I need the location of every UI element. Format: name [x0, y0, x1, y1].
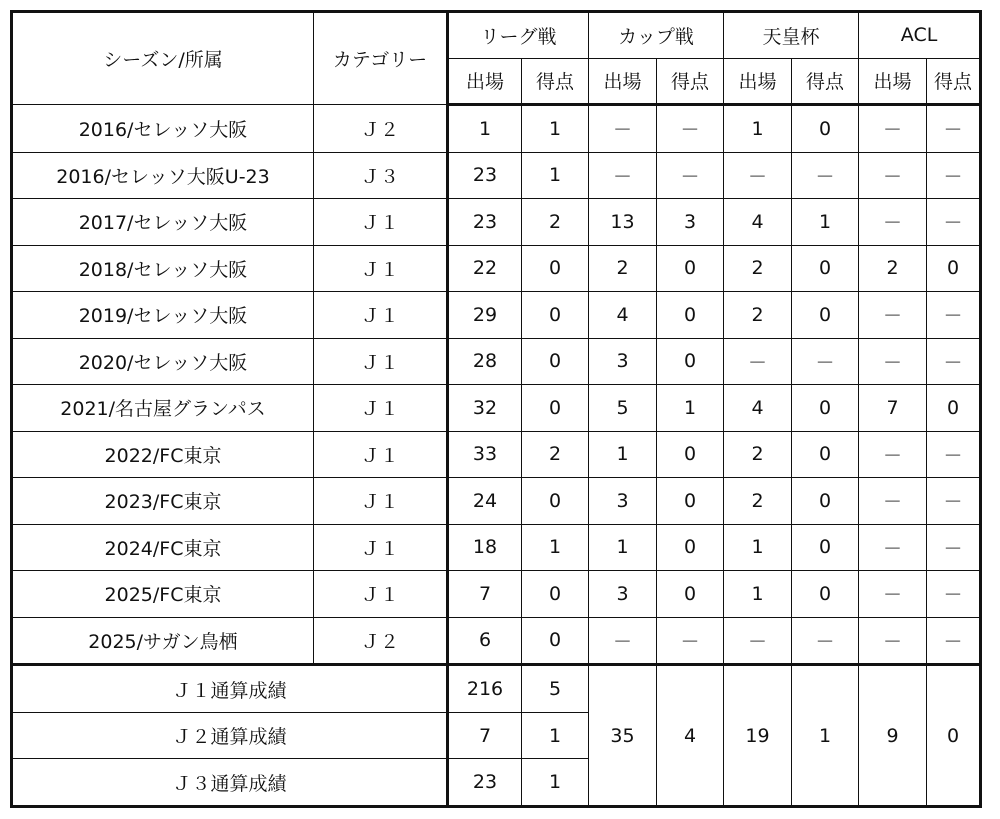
stat-cell: 0 — [657, 292, 724, 339]
stat-cell: 0 — [927, 245, 981, 292]
totals-merged-cell: 19 — [724, 665, 792, 807]
category-cell: Ｊ１ — [314, 199, 448, 246]
totals-row — [12, 665, 981, 713]
season-cell: 2017/セレッソ大阪 — [12, 199, 314, 246]
stat-cell: 13 — [589, 199, 657, 246]
totals-merged-cell: 35 — [589, 665, 657, 807]
stat-cell: － — [589, 617, 657, 665]
stat-cell: 23 — [448, 199, 522, 246]
season-cell: 2023/FC東京 — [12, 478, 314, 525]
stat-cell: － — [859, 524, 927, 571]
table-row — [12, 245, 981, 292]
stat-cell: 0 — [792, 385, 859, 432]
season-cell: 2022/FC東京 — [12, 431, 314, 478]
stat-cell: 0 — [522, 292, 589, 339]
stat-cell: 4 — [589, 292, 657, 339]
stat-cell: 1 — [522, 524, 589, 571]
stat-cell: 1 — [448, 105, 522, 153]
stat-cell: 24 — [448, 478, 522, 525]
header-season: シーズン/所属 — [12, 12, 314, 105]
stat-cell: － — [927, 152, 981, 199]
stat-cell: － — [657, 105, 724, 153]
stat-cell: 4 — [724, 385, 792, 432]
stat-cell: 5 — [589, 385, 657, 432]
stat-cell: 0 — [792, 292, 859, 339]
category-cell: Ｊ１ — [314, 385, 448, 432]
stat-cell: 0 — [522, 385, 589, 432]
table-row — [12, 199, 981, 246]
header-acl: ACL — [859, 12, 981, 59]
stat-cell: 0 — [792, 571, 859, 618]
stat-cell: － — [657, 152, 724, 199]
season-cell: 2018/セレッソ大阪 — [12, 245, 314, 292]
stat-cell: 1 — [724, 105, 792, 153]
season-cell: 2025/FC東京 — [12, 571, 314, 618]
stat-cell: － — [927, 571, 981, 618]
stat-cell: 3 — [589, 338, 657, 385]
totals-apps: 23 — [448, 759, 522, 807]
category-cell: Ｊ１ — [314, 292, 448, 339]
stat-cell: － — [724, 617, 792, 665]
stat-cell: 0 — [792, 478, 859, 525]
stat-cell: 2 — [589, 245, 657, 292]
stat-cell: 1 — [792, 199, 859, 246]
stats-table — [10, 10, 982, 808]
stat-cell: 1 — [589, 431, 657, 478]
stat-cell: － — [792, 152, 859, 199]
stat-cell: － — [927, 292, 981, 339]
stat-cell: 1 — [522, 152, 589, 199]
table-row — [12, 105, 981, 153]
stat-cell: 0 — [522, 478, 589, 525]
stat-cell: 0 — [657, 245, 724, 292]
totals-goals: 5 — [522, 665, 589, 713]
stat-cell: 3 — [589, 571, 657, 618]
stat-cell: － — [859, 338, 927, 385]
stat-cell: 2 — [724, 245, 792, 292]
stat-cell: 0 — [522, 571, 589, 618]
stat-cell: － — [927, 105, 981, 153]
stat-cell: 1 — [589, 524, 657, 571]
table-row — [12, 292, 981, 339]
header-sub: 出場 — [589, 58, 657, 105]
stat-cell: 29 — [448, 292, 522, 339]
stat-cell: 6 — [448, 617, 522, 665]
stat-cell: － — [657, 617, 724, 665]
category-cell: Ｊ２ — [314, 617, 448, 665]
season-cell: 2016/セレッソ大阪 — [12, 105, 314, 153]
header-sub: 得点 — [522, 58, 589, 105]
stat-cell: 32 — [448, 385, 522, 432]
totals-apps: 216 — [448, 665, 522, 713]
header-cup: カップ戦 — [589, 12, 724, 59]
header-emperors-cup: 天皇杯 — [724, 12, 859, 59]
stat-cell: 0 — [657, 338, 724, 385]
category-cell: Ｊ３ — [314, 152, 448, 199]
stat-cell: 3 — [589, 478, 657, 525]
stat-cell: 22 — [448, 245, 522, 292]
stat-cell: 0 — [792, 105, 859, 153]
header-sub: 出場 — [448, 58, 522, 105]
totals-merged-cell: 9 — [859, 665, 927, 807]
table-row — [12, 385, 981, 432]
header-row-top — [12, 12, 981, 59]
category-cell: Ｊ２ — [314, 105, 448, 153]
header-sub: 得点 — [657, 58, 724, 105]
category-cell: Ｊ１ — [314, 431, 448, 478]
table-row — [12, 478, 981, 525]
totals-apps: 7 — [448, 712, 522, 759]
stat-cell: 0 — [522, 617, 589, 665]
stat-cell: 3 — [657, 199, 724, 246]
totals-merged-cell: 1 — [792, 665, 859, 807]
season-cell: 2025/サガン鳥栖 — [12, 617, 314, 665]
totals-merged-cell: 4 — [657, 665, 724, 807]
header-sub: 出場 — [859, 58, 927, 105]
stat-cell: － — [859, 199, 927, 246]
table-row — [12, 617, 981, 665]
stat-cell: － — [859, 152, 927, 199]
category-cell: Ｊ１ — [314, 571, 448, 618]
stat-cell: － — [927, 199, 981, 246]
stat-cell: 2 — [859, 245, 927, 292]
stat-cell: 2 — [724, 478, 792, 525]
season-cell: 2016/セレッソ大阪U-23 — [12, 152, 314, 199]
stat-cell: 0 — [657, 431, 724, 478]
category-cell: Ｊ１ — [314, 338, 448, 385]
stat-cell: － — [927, 617, 981, 665]
header-sub: 得点 — [792, 58, 859, 105]
table-row — [12, 152, 981, 199]
totals-goals: 1 — [522, 759, 589, 807]
stat-cell: 0 — [792, 245, 859, 292]
stat-cell: 23 — [448, 152, 522, 199]
totals-goals: 1 — [522, 712, 589, 759]
stat-cell: 0 — [657, 571, 724, 618]
totals-label: Ｊ２通算成績 — [12, 712, 448, 759]
stat-cell: － — [589, 105, 657, 153]
stat-cell: 2 — [522, 431, 589, 478]
season-cell: 2019/セレッソ大阪 — [12, 292, 314, 339]
stat-cell: 7 — [448, 571, 522, 618]
season-cell: 2020/セレッソ大阪 — [12, 338, 314, 385]
totals-label: Ｊ３通算成績 — [12, 759, 448, 807]
stat-cell: 1 — [724, 571, 792, 618]
stat-cell: － — [792, 338, 859, 385]
category-cell: Ｊ１ — [314, 478, 448, 525]
stat-cell: 0 — [792, 431, 859, 478]
stat-cell: 33 — [448, 431, 522, 478]
totals-merged-cell: 0 — [927, 665, 981, 807]
stat-cell: － — [859, 617, 927, 665]
stat-cell: － — [724, 152, 792, 199]
category-cell: Ｊ１ — [314, 245, 448, 292]
table-row — [12, 571, 981, 618]
stat-cell: 0 — [927, 385, 981, 432]
stat-cell: － — [792, 617, 859, 665]
stat-cell: 7 — [859, 385, 927, 432]
season-cell: 2024/FC東京 — [12, 524, 314, 571]
header-league: リーグ戦 — [448, 12, 589, 59]
stat-cell: － — [724, 338, 792, 385]
season-cell: 2021/名古屋グランパス — [12, 385, 314, 432]
stat-cell: 1 — [657, 385, 724, 432]
stat-cell: 2 — [522, 199, 589, 246]
table-row — [12, 338, 981, 385]
stat-cell: 0 — [657, 478, 724, 525]
category-cell: Ｊ１ — [314, 524, 448, 571]
stat-cell: 18 — [448, 524, 522, 571]
stat-cell: 28 — [448, 338, 522, 385]
stat-cell: － — [859, 292, 927, 339]
stat-cell: － — [859, 571, 927, 618]
header-category: カテゴリー — [314, 12, 448, 105]
stat-cell: 0 — [792, 524, 859, 571]
stat-cell: － — [927, 478, 981, 525]
stat-cell: － — [589, 152, 657, 199]
table-row — [12, 431, 981, 478]
stat-cell: 2 — [724, 292, 792, 339]
stat-cell: 1 — [522, 105, 589, 153]
stat-cell: 4 — [724, 199, 792, 246]
table-row — [12, 524, 981, 571]
stat-cell: － — [859, 478, 927, 525]
totals-label: Ｊ１通算成績 — [12, 665, 448, 713]
stat-cell: － — [927, 524, 981, 571]
stat-cell: － — [859, 105, 927, 153]
header-sub: 得点 — [927, 58, 981, 105]
stat-cell: － — [927, 431, 981, 478]
stat-cell: 0 — [522, 338, 589, 385]
stat-cell: 0 — [657, 524, 724, 571]
stat-cell: － — [859, 431, 927, 478]
stat-cell: 0 — [522, 245, 589, 292]
stat-cell: 1 — [724, 524, 792, 571]
stat-cell: 2 — [724, 431, 792, 478]
stat-cell: － — [927, 338, 981, 385]
header-sub: 出場 — [724, 58, 792, 105]
